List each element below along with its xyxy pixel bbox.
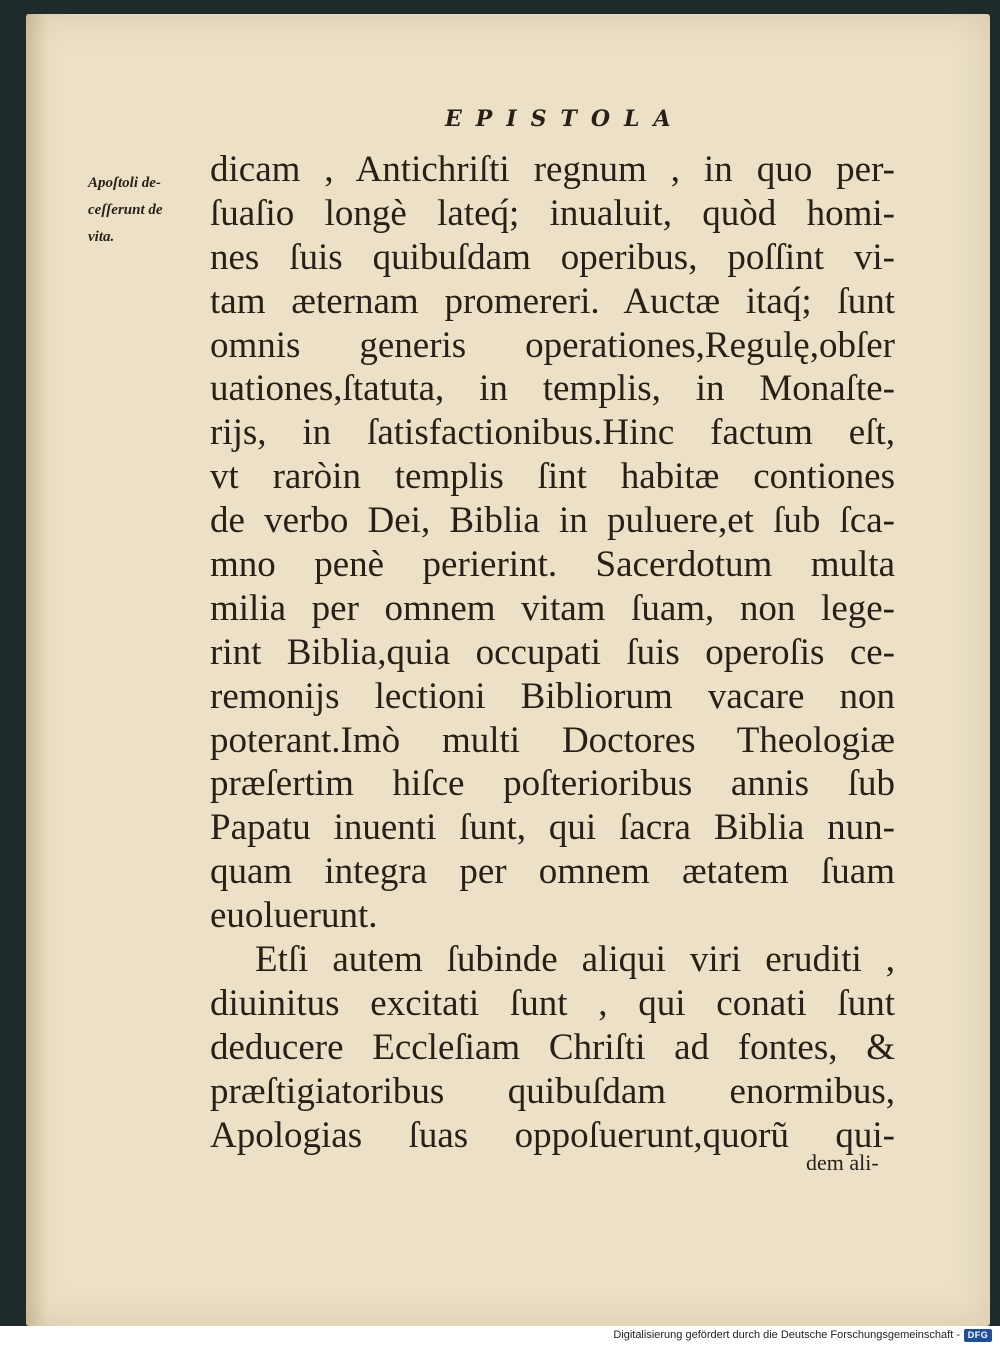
- text-line: poterant.Imò multi Doctores Theologiæ: [210, 719, 895, 761]
- dfg-logo[interactable]: DFG: [964, 1329, 992, 1342]
- text-line: rijs, in ſatisfactionibus.Hinc factum eſt,: [210, 412, 895, 454]
- running-head: EPISTOLA: [445, 106, 685, 132]
- text-line: tam æternam promereri. Auctæ itaq́; ſunt: [210, 280, 895, 322]
- text-line: vt raròin templis ſint habitæ contiones: [210, 456, 895, 498]
- text-line: deducere Eccleſiam Chriſti ad fontes, &: [210, 1026, 895, 1068]
- text-line: omnis generis operationes,Regulę,obſer: [210, 324, 895, 366]
- text-line: Etſi autem ſubinde aliqui viri eruditi ,: [255, 939, 895, 981]
- margin-note-line: ceſſerunt de: [88, 202, 163, 218]
- text-line: Papatu inuenti ſunt, qui ſacra Biblia nun-: [210, 807, 895, 849]
- text-line: ſuaſio longè lateq́; inualuit, quòd homi-: [210, 192, 895, 234]
- text-line: diuinitus excitati ſunt , qui conati ſunt: [210, 982, 895, 1024]
- body-text: [210, 148, 895, 1157]
- margin-note-line: vita.: [88, 229, 115, 245]
- text-line: præſtigiatoribus quibuſdam enormibus,: [210, 1070, 895, 1112]
- text-line: milia per omnem vitam ſuam, non lege-: [210, 587, 895, 629]
- text-line: remonijs lectioni Bibliorum vacare non: [210, 675, 895, 717]
- text-line: de verbo Dei, Biblia in puluere,et ſub ſca-: [210, 500, 895, 542]
- text-line: præſertim hiſce poſterioribus annis ſub: [210, 763, 895, 805]
- catchword: dem ali-: [806, 1150, 879, 1175]
- text-line: dicam , Antichriſti regnum , in quo per-: [210, 149, 895, 190]
- footer-bar: [0, 1326, 1000, 1346]
- text-line: euoluerunt.: [210, 895, 378, 937]
- margin-note: [88, 170, 206, 251]
- text-line: rint Biblia,quia occupati ſuis operoſis ce-: [210, 631, 895, 673]
- text-line: nes ſuis quibuſdam operibus, poſſint vi-: [210, 236, 895, 278]
- footer-credit: Digitalisierung gefördert durch die Deutsche Forschungsgemeinschaft -: [613, 1329, 960, 1341]
- text-line: Apologias ſuas oppoſuerunt,quorũ qui-: [210, 1114, 895, 1156]
- text-line: quam integra per omnem ætatem ſuam: [210, 851, 895, 893]
- margin-note-line: Apoſtoli de-: [88, 175, 161, 191]
- page-edge-shadow: [26, 14, 48, 1326]
- text-line: uationes,ſtatuta, in templis, in Monaſte-: [210, 368, 895, 410]
- text-line: mno penè perierint. Sacerdotum multa: [210, 544, 895, 586]
